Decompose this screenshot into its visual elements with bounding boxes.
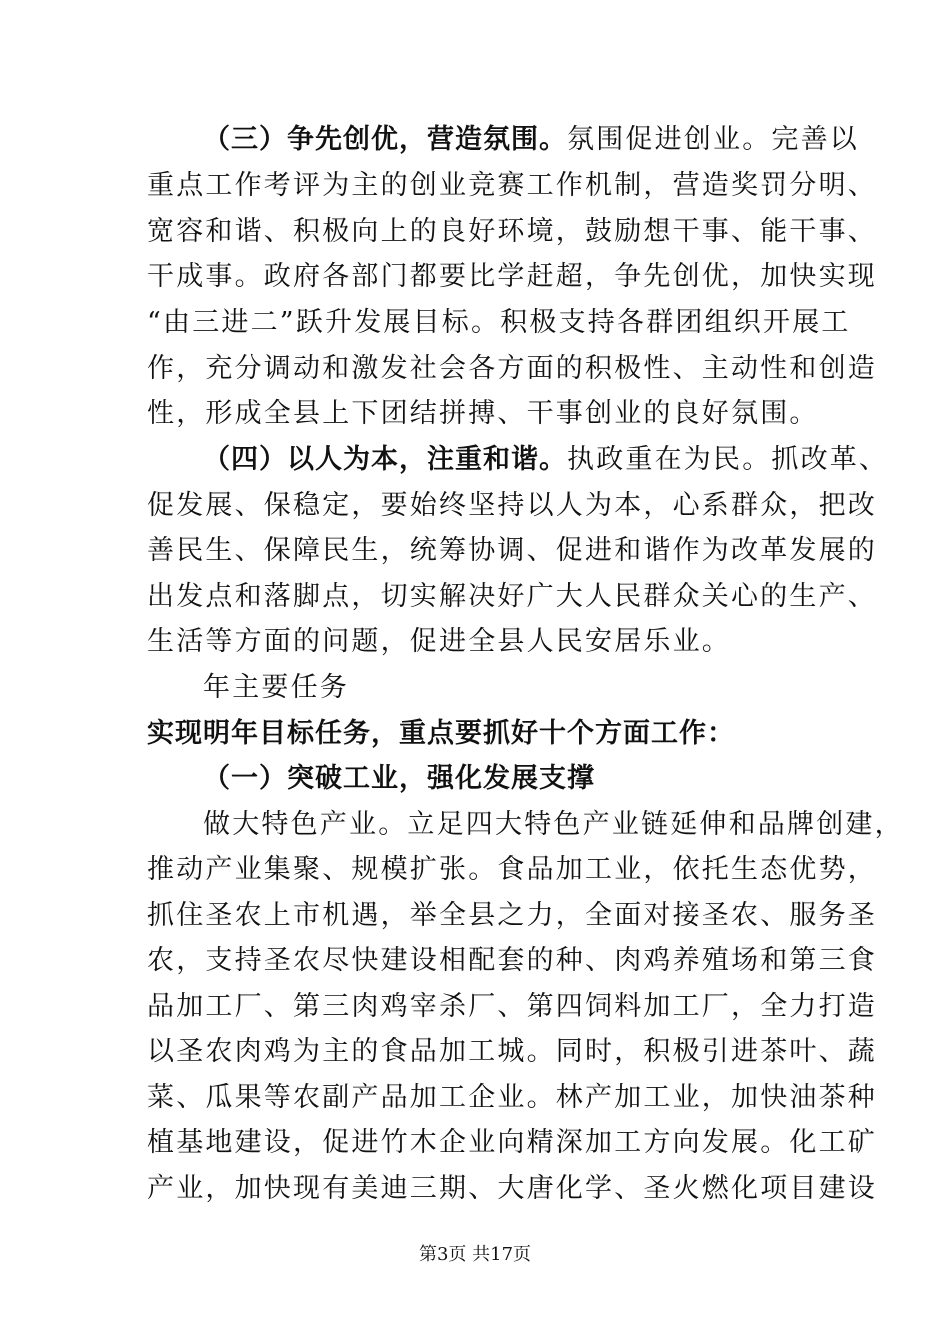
paragraph-4-line-2: 促发展、保稳定，要始终坚持以人为本，心系群众，把改 <box>147 490 877 521</box>
paragraph-4-line-1 <box>203 440 903 480</box>
paragraph-3-heading: （三）争先创优，营造氛围。 <box>203 124 567 155</box>
body-line-5: 品加工厂、第三肉鸡宰杀厂、第四饲料加工厂，全力打造 <box>147 991 877 1022</box>
paragraph-4-line-4: 出发点和落脚点，切实解决好广大人民群众关心的生产、 <box>147 581 877 612</box>
paragraph-3-line-7: 性，形成全县上下团结拼搏、干事创业的良好氛围。 <box>147 398 819 429</box>
subsection-1-heading: （一）突破工业，强化发展支撑 <box>203 763 595 794</box>
paragraph-3-line-6: 作，充分调动和激发社会各方面的积极性、主动性和创造 <box>147 353 877 384</box>
section-lead: 实现明年目标任务，重点要抓好十个方面工作： <box>147 718 735 749</box>
body-line-3: 抓住圣农上市机遇，举全县之力，全面对接圣农、服务圣 <box>147 900 877 931</box>
paragraph-3-line-1 <box>203 120 903 160</box>
paragraph-3-line-2: 重点工作考评为主的创业竞赛工作机制，营造奖罚分明、 <box>147 170 877 201</box>
body-line-9: 产业，加快现有美迪三期、大唐化学、圣火燃化项目建设 <box>147 1173 877 1204</box>
body-line-6: 以圣农肉鸡为主的食品加工城。同时，积极引进茶叶、蔬 <box>147 1036 877 1067</box>
paragraph-3-line-5: “由三进二”跃升发展目标。积极支持各群团组织开展工 <box>147 307 851 338</box>
paragraph-3-line-3: 宽容和谐、积极向上的良好环境，鼓励想干事、能干事、 <box>147 216 877 247</box>
paragraph-4-heading: （四）以人为本，注重和谐。 <box>203 444 567 475</box>
page-footer: 第3页 共17页 <box>418 1244 532 1265</box>
body-line-2: 推动产业集聚、规模扩张。食品加工业，依托生态优势， <box>147 854 877 885</box>
paragraph-4-text: 执政重在为民。抓改革、 <box>567 444 889 475</box>
paragraph-4-line-5: 生活等方面的问题，促进全县人民安居乐业。 <box>147 626 731 657</box>
body-line-1: 做大特色产业。立足四大特色产业链延伸和品牌创建， <box>203 809 904 840</box>
paragraph-3-line-4: 干成事。政府各部门都要比学赶超，争先创优，加快实现 <box>147 261 877 292</box>
body-line-8: 植基地建设，促进竹木企业向精深加工方向发展。化工矿 <box>147 1127 877 1158</box>
paragraph-3-text: 氛围促进创业。完善以 <box>567 124 859 155</box>
section-title: 年主要任务 <box>203 672 349 703</box>
body-line-4: 农，支持圣农尽快建设相配套的种、肉鸡养殖场和第三食 <box>147 945 877 976</box>
paragraph-4-line-3: 善民生、保障民生，统筹协调、促进和谐作为改革发展的 <box>147 535 877 566</box>
body-line-7: 菜、瓜果等农副产品加工企业。林产加工业，加快油茶种 <box>147 1082 877 1113</box>
